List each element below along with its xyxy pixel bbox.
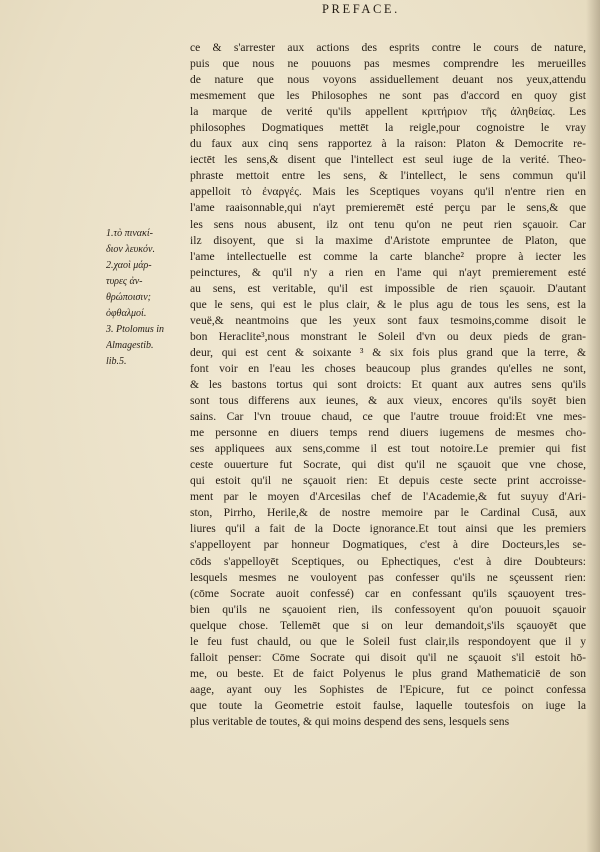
running-title: PREFACE. — [322, 2, 400, 16]
text-line: cōds s'appelloyēt Sceptiques, ou Ephectiques, c'est à dire Doubteurs: — [190, 554, 586, 568]
text-line: me, ou beste. Et de faict Polyenus le plus grand Mathematiciē de son — [190, 666, 586, 680]
text-line: me personne en diuers temps rend diuers iugemens de mesmes cho- — [190, 426, 586, 440]
page-spine-shadow — [586, 0, 600, 852]
margin-note-line: lib.5. — [106, 356, 127, 368]
text-line: peinctures, & qu'il n'y a rien en l'ame qui n'ayt premierement esté — [190, 265, 586, 279]
margin-notes — [106, 226, 186, 370]
margin-note-line: τυρες ἀν- — [106, 276, 143, 288]
margin-note-line: Almagestib. — [106, 340, 154, 352]
text-line: les sens nous abusent, ilz ont tenu qu'on ne peut rien sçauoir. Car — [190, 217, 586, 231]
text-line: phraste mettoit entre les sens, & l'intellect, le sens commun qu'il — [190, 169, 586, 183]
text-line: ilz disoyent, que si la maxime d'Aristote empruntee de Platon, que — [190, 233, 586, 247]
text-line: quelque chose. Tellemēt que si on leur demandoit,s'ils sçauoyēt que — [190, 618, 586, 632]
text-line: veuë,& neantmoins que les yeux sont faux tesmoins,comme disoit le — [190, 313, 586, 327]
text-line: le feu fust chauld, ou que le Soleil fust clair,ils respondoyent que il y — [190, 634, 586, 648]
text-line: puis que nous ne pouuons pas mesmes comprendre les merueilles — [190, 57, 586, 71]
text-line: aage, ayant ouy les Sophistes de l'Epicure, fut ce poinct confessa — [190, 682, 586, 696]
margin-note-line: διον λευκόν. — [106, 244, 155, 256]
text-line: du faux aux cinq sens rapportez à la raison: Platon & Democrite re- — [190, 137, 586, 151]
text-line: l'ame raaisonnable,qui n'ayt premieremēt esté perçu par le sens,& que — [190, 201, 586, 215]
text-line: iectēt les sens,& disent que l'intellect est seul iuge de la verité. Theo- — [190, 153, 586, 167]
margin-note-line: 3. Ptolomus in — [106, 324, 165, 336]
text-line: ment par le moyen d'Arcesilas chef de l'Academie,& fut suyuy d'Ari- — [190, 490, 586, 504]
text-line: appelloit τὸ ἐναργές. Mais les Sceptiques voyans qu'il n'entre rien en — [190, 185, 586, 199]
text-line: philosophes Dogmatiques mettēt la reigle,pour cognoistre le vray — [190, 121, 586, 135]
text-line: la marque de verité qu'ils appellent κριτήριον τῆς ἀληθείας. Les — [190, 105, 586, 119]
text-line: s'appelloyent par honneur Dogmatiques, c'est à dire Docteurs,les se- — [190, 538, 586, 552]
text-line: ce & s'arrester aux actions des esprits contre le cours de nature, — [190, 41, 586, 54]
margin-note-line: 1.τὸ πινακί- — [106, 228, 153, 239]
text-line: bon Heraclite³,nous monstrant le Soleil d'vn ou deux pieds de gran- — [190, 329, 586, 343]
margin-note-line: θρώποισιν; — [106, 292, 151, 304]
text-line: qui estoit qu'il ne sçauoit rien: Et depuis ceste secte print accroisse- — [190, 474, 586, 488]
text-line: ston, Pirrho, Herile,& de nostre memoire par le Cardinal Cusā, aux — [190, 506, 586, 520]
text-line: liures qu'il a fait de la Docte ignorance.Et tout ainsi que les premiers — [190, 522, 586, 536]
text-line: deur, qui est cent & soixante ³ & six fois plus grand que la terre, & — [190, 345, 586, 359]
text-line: au sens, est veritable, qu'il est impossible de rien sçauoir. D'autant — [190, 281, 586, 295]
text-line: ceste ouuerture fut Socrate, qui dist qu'il ne sçauoit que vne chose, — [190, 458, 586, 472]
text-line: sont tous differens aux ieunes, & aux vieux, encores qu'ils soyēt bien — [190, 394, 586, 408]
text-line: (cōme Socrate auoit confessé) car en confessant qu'ils sçauoyent tres- — [190, 586, 586, 600]
margin-note-line: 2.χαοὶ μάρ- — [106, 260, 152, 272]
text-line: l'ame intellectuelle est comme la carte blanche² propre à iecter les — [190, 249, 586, 263]
text-line: & les bastons tortus qui sont droicts: Et quant aux autres sens qu'ils — [190, 377, 586, 391]
margin-note-line: ὀφθαλμοί. — [106, 308, 147, 320]
text-line: lesquels mesmes ne vouloyent pas confesser qu'ils ne sçeussent rien: — [190, 570, 586, 584]
text-line: de nature que nous voyons assiduellement deuant nos yeux,attendu — [190, 73, 586, 87]
text-line: font voir en l'eau les choses beaucoup plus grandes qu'elles ne sont, — [190, 361, 586, 375]
text-line: falloit penser: Cōme Socrate qui disoit qu'il ne sçauoit s'il estoit hō- — [190, 650, 586, 664]
text-line: ses appliquees aux sens,comme il est tout notoire.Le premier qui fist — [190, 442, 586, 456]
text-line: mesmement que les Philosophes ne sont pas d'accord en quoy gist — [190, 89, 586, 103]
body-text — [190, 40, 586, 730]
text-line: sains. Car l'vn trouue chaud, ce que l'autre trouue froid:Et vne mes- — [190, 410, 586, 424]
text-line: que toute la Geometrie estoit faulse, laquelle toutesfois on iuge la — [190, 698, 586, 712]
text-line: bien qu'ils ne sçauoient rien, ils confessoyent qu'on pouuoit sçauoir — [190, 602, 586, 616]
text-line: que le sens, qui est le plus clair, & le plus agu de tous les sens, est la — [190, 297, 586, 311]
text-line: plus veritable de toutes, & qui moins despend des sens, lesquels sens — [190, 714, 510, 728]
